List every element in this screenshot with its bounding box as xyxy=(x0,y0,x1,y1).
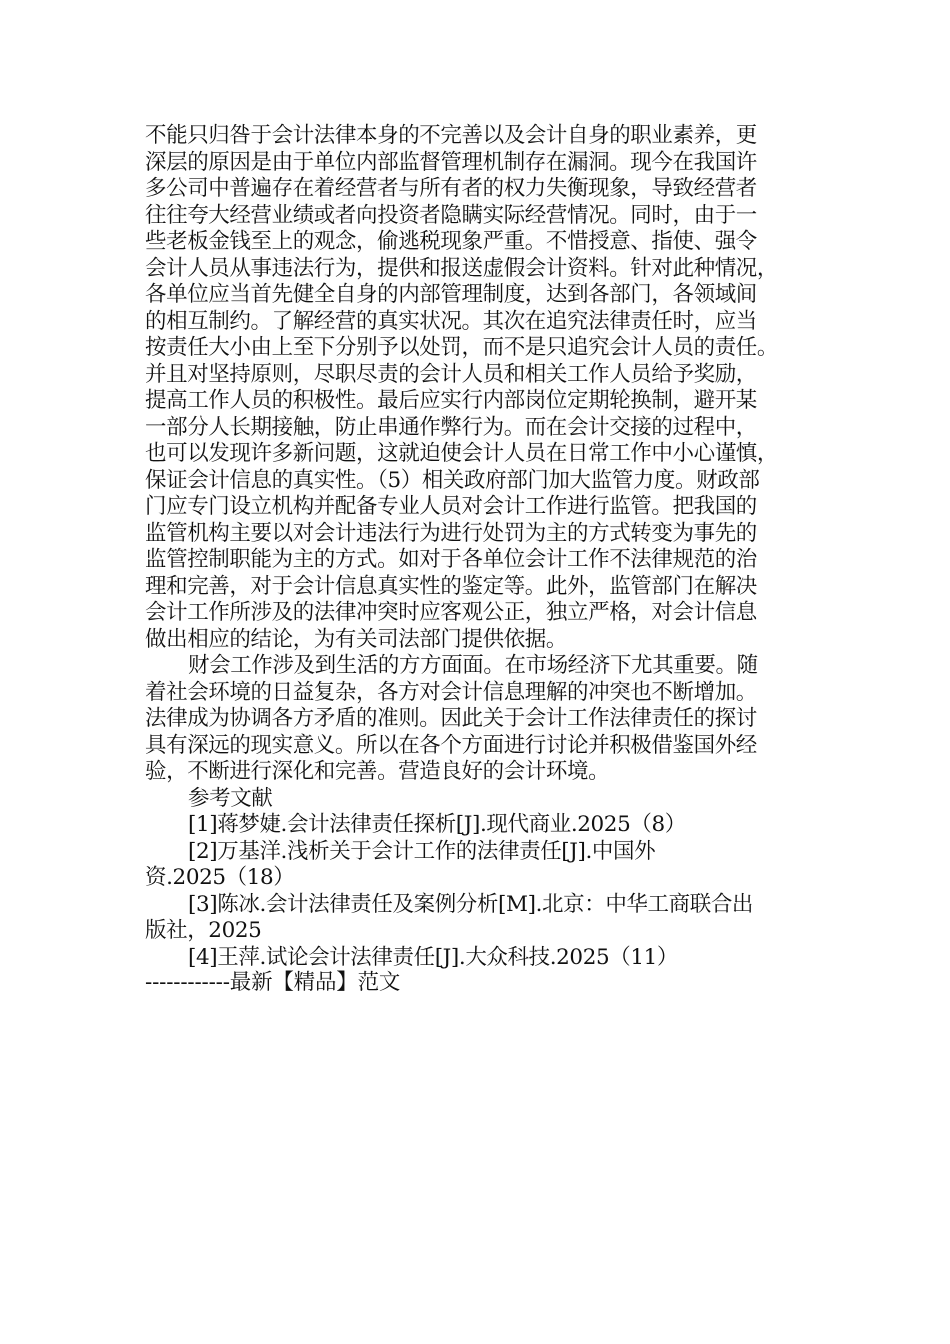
body-text-line: 会计人员从事违法行为，提供和报送虚假会计资料。针对此种情况， xyxy=(145,255,779,281)
reference-item: [3]陈冰.会计法律责任及案例分析[M].北京：中华工商联合出 xyxy=(188,891,754,917)
body-text-line: 提高工作人员的积极性。最后应实行内部岗位定期轮换制，避开某 xyxy=(145,388,757,413)
body-text-line: 深层的原因是由于单位内部监督管理机制存在漏洞。现今在我国许 xyxy=(145,149,757,175)
body-text-line: 也可以发现许多新问题，这就迫使会计人员在日常工作中小心谨慎， xyxy=(145,441,779,466)
reference-item: [4]王萍.试论会计法律责任[J].大众科技.2025（11） xyxy=(188,944,679,970)
body-text-line: 不能只归咎于会计法律本身的不完善以及会计自身的职业素养，更 xyxy=(145,123,757,148)
body-text-line: 并且对坚持原则，尽职尽责的会计人员和相关工作人员给予奖励， xyxy=(145,361,757,387)
body-text-line: 会计工作所涉及的法律冲突时应客观公正，独立严格，对会计信息 xyxy=(145,600,757,625)
reference-item: [2]万基洋.浅析关于会计工作的法律责任[J].中国外 xyxy=(188,838,656,864)
body-text-line: 一部分人长期接触，防止串通作弊行为。而在会计交接的过程中， xyxy=(145,414,757,440)
body-text-line: 着社会环境的日益复杂，各方对会计信息理解的冲突也不断增加。 xyxy=(145,679,757,705)
footer-banner: ------------最新【精品】范文 xyxy=(145,970,401,995)
body-text-line: 保证会计信息的真实性。（5）相关政府部门加大监管力度。财政部 xyxy=(145,467,760,493)
body-text-line: 按责任大小由上至下分别予以处罚，而不是只追究会计人员的责任。 xyxy=(145,335,779,360)
body-text-line: 法律成为协调各方矛盾的准则。因此关于会计工作法律责任的探讨 xyxy=(145,706,757,731)
document-body xyxy=(145,123,815,971)
body-text-line: 做出相应的结论，为有关司法部门提供依据。 xyxy=(145,626,568,652)
body-text-line: 监管机构主要以对会计违法行为进行处罚为主的方式转变为事先的 xyxy=(145,520,757,546)
body-text-line: 各单位应当首先健全自身的内部管理制度，达到各部门，各领域间 xyxy=(145,282,757,307)
paragraph-first-line: 财会工作涉及到生活的方方面面。在市场经济下尤其重要。随 xyxy=(188,653,758,678)
body-text-line: 些老板金钱至上的观念，偷逃税现象严重。不惜授意、指使、强令 xyxy=(145,229,757,254)
body-text-line: 验，不断进行深化和完善。营造良好的会计环境。 xyxy=(145,759,610,784)
references-heading: 参考文献 xyxy=(188,785,273,811)
body-text-line: 多公司中普遍存在着经营者与所有者的权力失衡现象，导致经营者 xyxy=(145,176,757,201)
body-text-line: 理和完善，对于会计信息真实性的鉴定等。此外，监管部门在解决 xyxy=(145,573,757,599)
reference-continuation: 资.2025（18） xyxy=(145,865,295,890)
body-text-line: 监管控制职能为主的方式。如对于各单位会计工作不法律规范的治 xyxy=(145,547,757,572)
body-text-line: 具有深远的现实意义。所以在各个方面进行讨论并积极借鉴国外经 xyxy=(145,732,757,758)
body-text-line: 往往夸大经营业绩或者向投资者隐瞒实际经营情况。同时，由于一 xyxy=(145,202,757,228)
reference-continuation: 版社，2025 xyxy=(145,918,262,943)
body-text-line: 的相互制约。了解经营的真实状况。其次在追究法律责任时，应当 xyxy=(145,308,757,334)
body-text-line: 门应专门设立机构并配备专业人员对会计工作进行监管。把我国的 xyxy=(145,494,757,519)
reference-item: [1]蒋梦婕.会计法律责任探析[J].现代商业.2025（8） xyxy=(188,812,686,837)
